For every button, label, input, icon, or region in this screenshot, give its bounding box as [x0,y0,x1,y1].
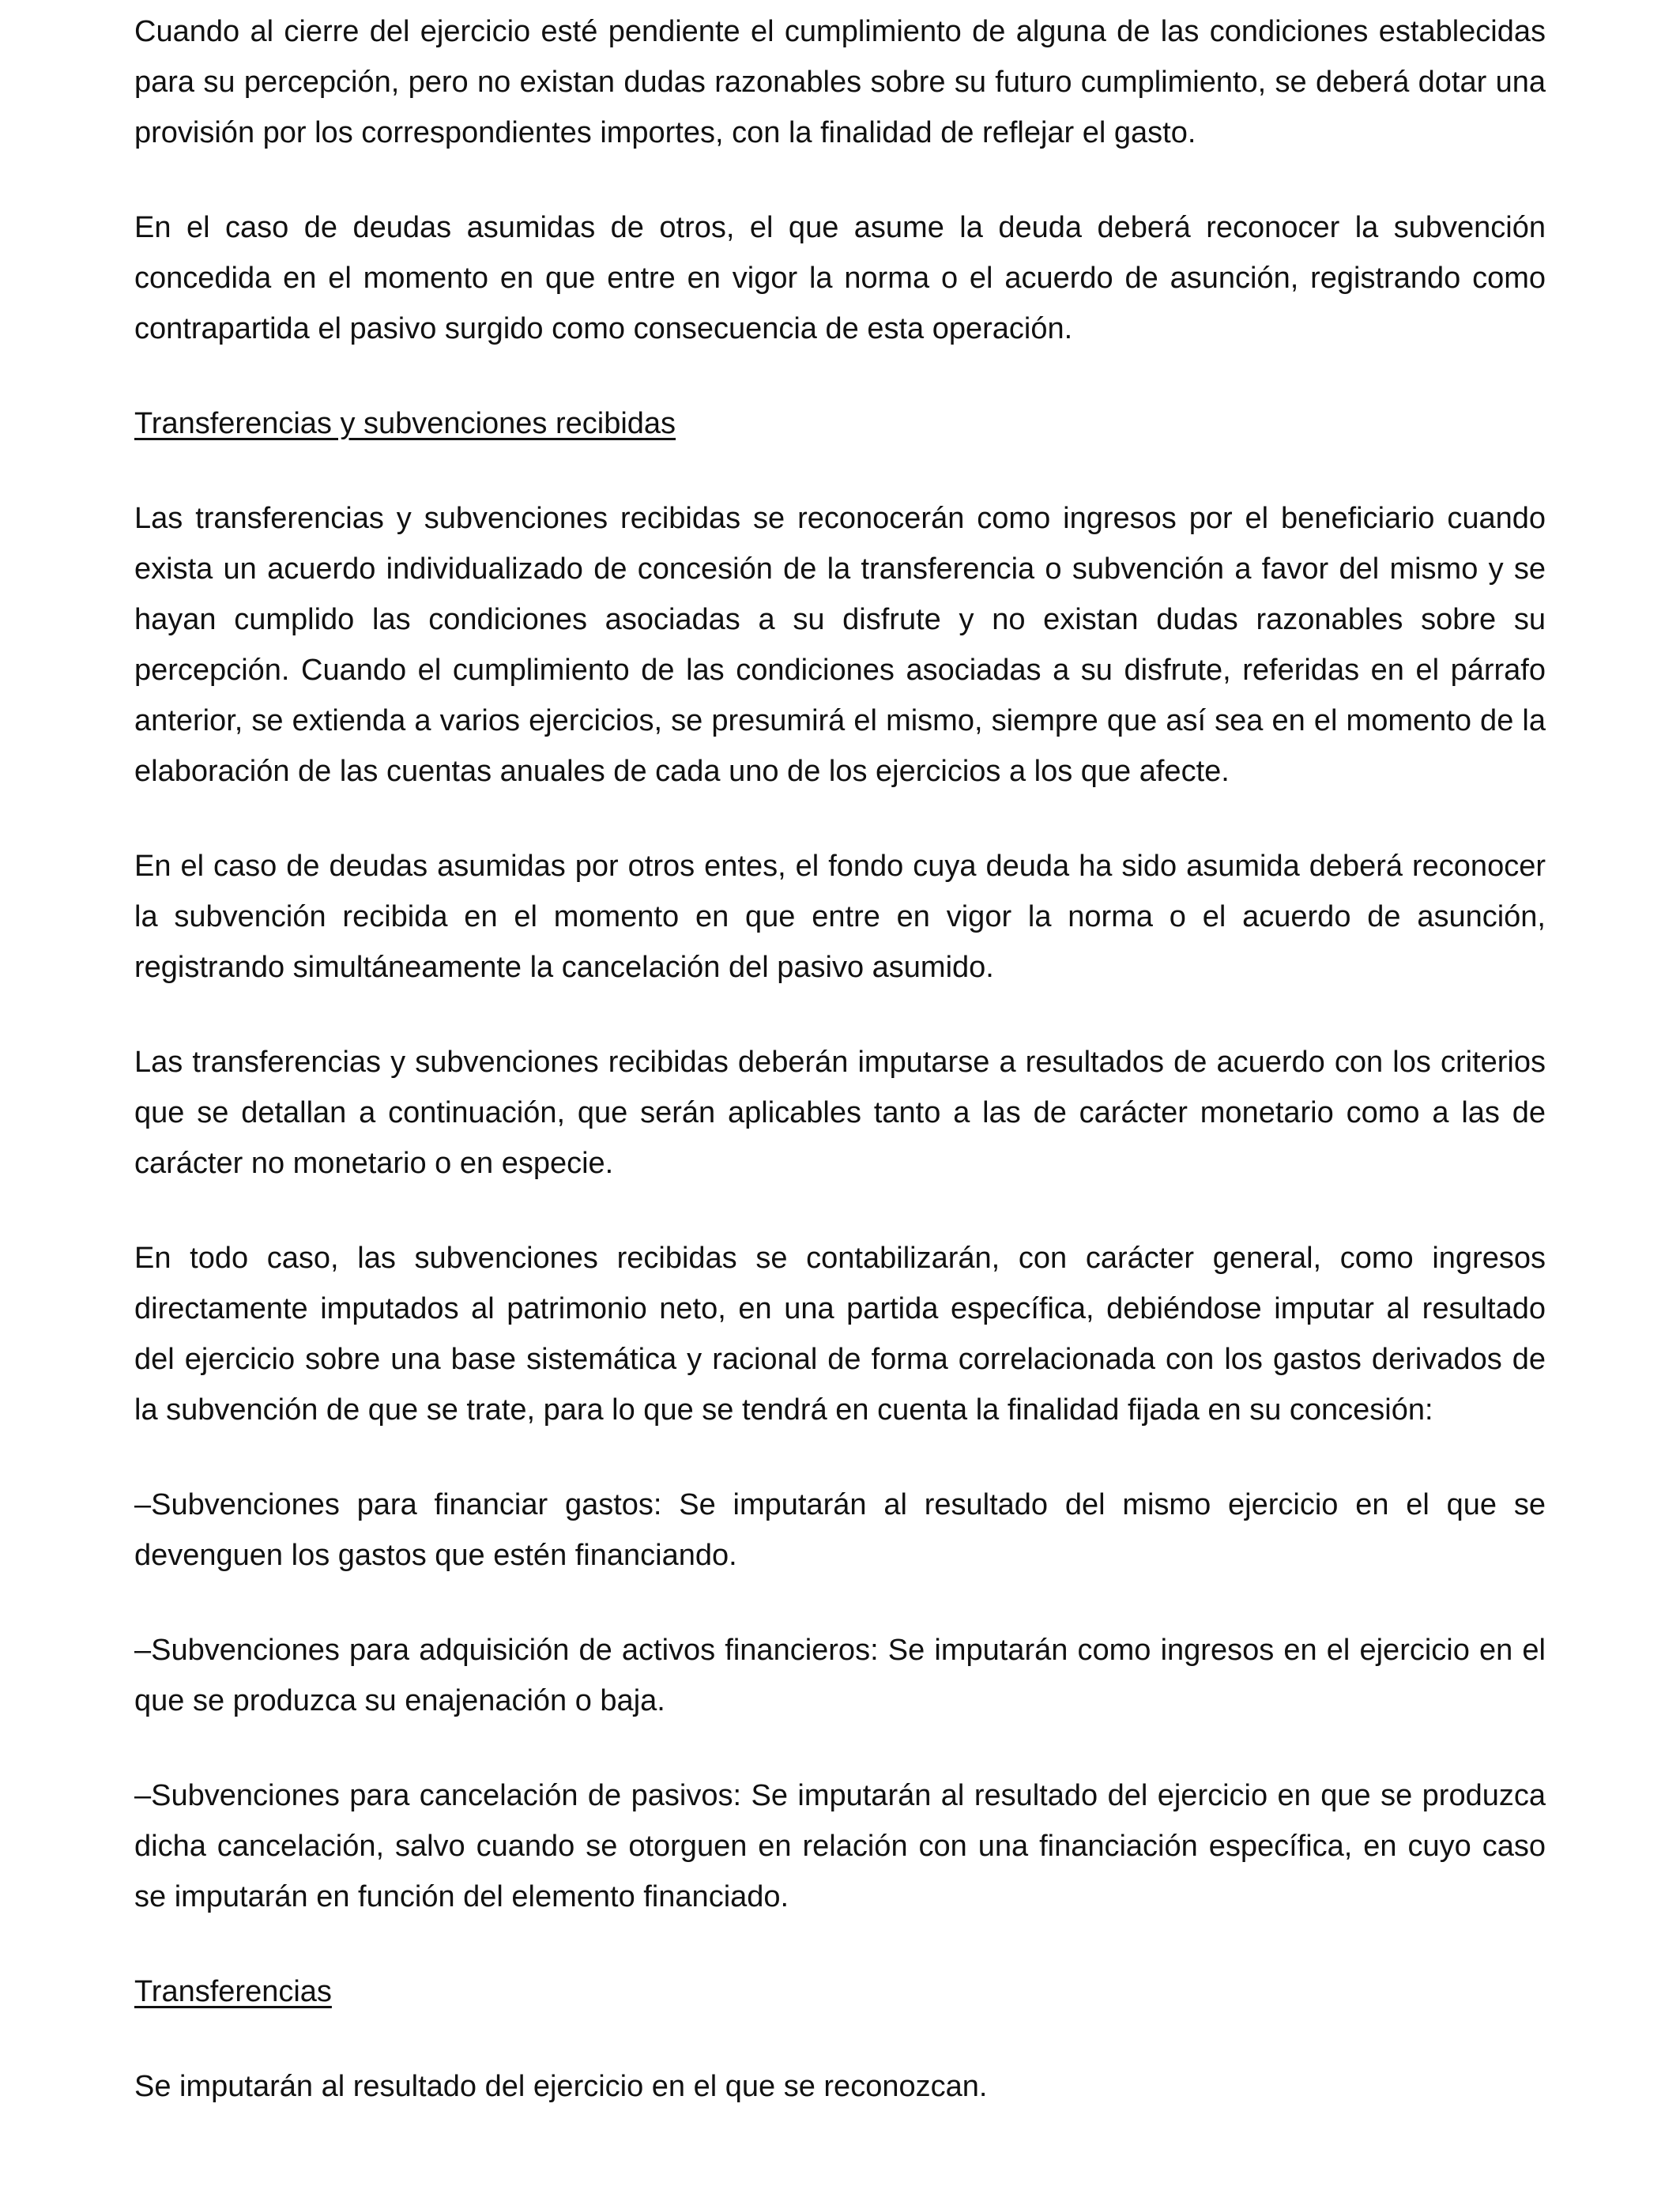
section-heading-transferencias: Transferencias [134,1975,332,2008]
paragraph-patrimonio-neto: En todo caso, las subvenciones recibidas se contabilizarán, con carácter general, como ingresos directamente imputados al patrimonio neto, en una partida específica, debiéndose imputar al resultado del ejercicio sobre una base sistemática y racional de forma correlacionada con los gastos derivados de la subvención de que se trate, para lo que se tendrá en cuenta la finalidad fijada en su concesión: [134,1242,1546,1427]
paragraph-deudas-asumidas-por-otros-entes: En el caso de deudas asumidas por otros entes, el fondo cuya deuda ha sido asumida deberá reconocer la subvención recibida en el momento en que entre en vigor la norma o el acuerdo de asunción, registrando simultáneamente la cancelación del pasivo asumido. [134,850,1546,984]
list-item-cancelacion-pasivos: –Subvenciones para cancelación de pasivos: Se imputarán al resultado del ejercicio en que se produzca dicha cancelación, salvo cuando se otorguen en relación con una financiación específica, en cuyo caso se imputarán en función del elemento financiado. [134,1779,1546,1913]
paragraph-provision-pendiente: Cuando al cierre del ejercicio esté pendiente el cumplimiento de alguna de las condiciones establecidas para su percepción, pero no existan dudas razonables sobre su futuro cumplimiento, se deberá dotar una provisión por los correspondientes importes, con la finalidad de reflejar el gasto. [134,15,1546,149]
paragraph-transferencias-imputacion: Se imputarán al resultado del ejercicio en el que se reconozcan. [134,2070,988,2103]
document-page [134,6,1546,2112]
paragraph-reconocimiento-ingresos: Las transferencias y subvenciones recibidas se reconocerán como ingresos por el beneficiario cuando exista un acuerdo individualizado de concesión de la transferencia o subvención a favor del mismo y se hayan cumplido las condiciones asociadas a su disfrute y no existan dudas razonables sobre su percepción. Cuando el cumplimiento de las condiciones asociadas a su disfrute, referidas en el párrafo anterior, se extienda a varios ejercicios, se presumirá el mismo, siempre que así sea en el momento de la elaboración de las cuentas anuales de cada uno de los ejercicios a los que afecte. [134,502,1546,788]
section-heading-transferencias-subvenciones-recibidas: Transferencias y subvenciones recibidas [134,407,676,440]
paragraph-imputacion-resultados: Las transferencias y subvenciones recibidas deberán imputarse a resultados de acuerdo con los criterios que se detallan a continuación, que serán aplicables tanto a las de carácter monetario como a las de carácter no monetario o en especie. [134,1046,1546,1180]
list-item-activos-financieros: –Subvenciones para adquisición de activos financieros: Se imputarán como ingresos en el ejercicio en el que se produzca su enajenación o baja. [134,1634,1546,1717]
list-item-financiar-gastos: –Subvenciones para financiar gastos: Se imputarán al resultado del mismo ejercicio en el que se devenguen los gastos que estén financiando. [134,1488,1546,1572]
paragraph-deudas-asumidas-de-otros: En el caso de deudas asumidas de otros, el que asume la deuda deberá reconocer la subvención concedida en el momento en que entre en vigor la norma o el acuerdo de asunción, registrando como contrapartida el pasivo surgido como consecuencia de esta operación. [134,211,1546,345]
